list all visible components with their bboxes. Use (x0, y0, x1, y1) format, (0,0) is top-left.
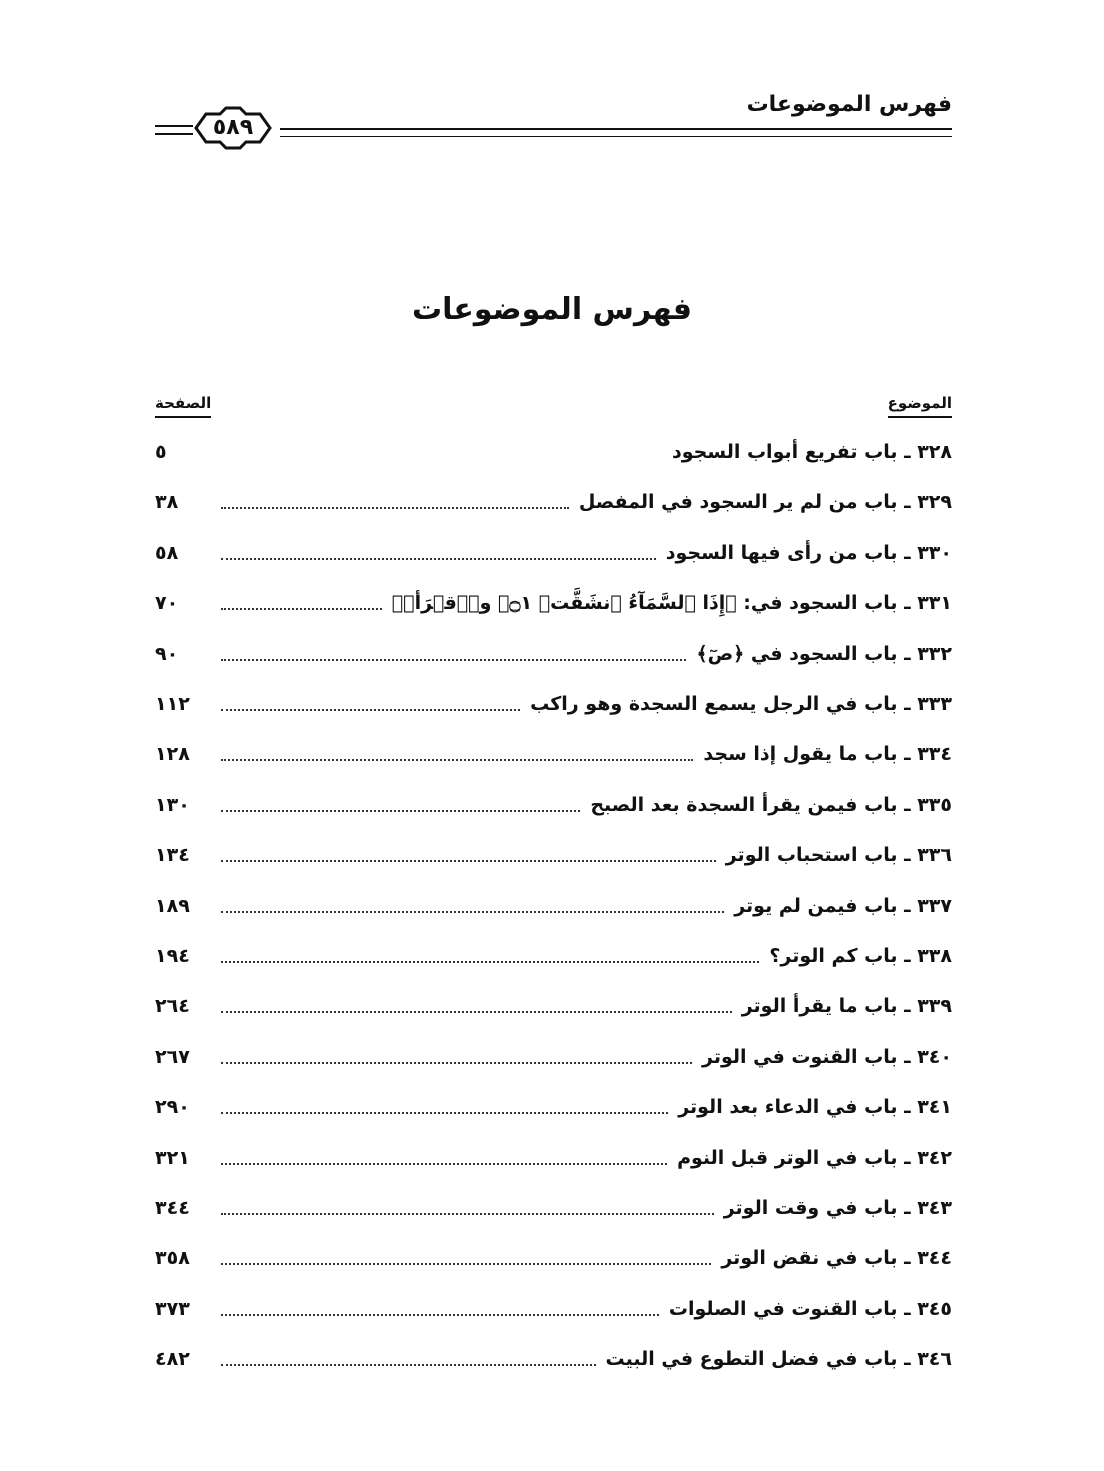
running-header-title: فهرس الموضوعات (746, 92, 952, 117)
toc-entry-title: ٣٤١ ـ باب في الدعاء بعد الوتر (678, 1096, 952, 1119)
header-rule (280, 128, 952, 137)
toc-entry-page: ٢٦٤ (155, 995, 190, 1018)
toc-entry-title: ٣٤٠ ـ باب القنوت في الوتر (702, 1045, 952, 1068)
toc-row (155, 1188, 952, 1228)
leader-dots (221, 759, 693, 761)
toc-row (155, 684, 952, 724)
toc-entry-title: ٣٣١ ـ باب السجود في: ﴿إِذَا ٱلسَّمَآءُ ٱنشَقَّتۡ ۝١﴾ و﴿ٱقۡرَأۡ﴾ (391, 592, 952, 615)
toc-entry-title: ٣٣٤ ـ باب ما يقول إذا سجد (703, 743, 952, 766)
leader-dots (221, 961, 759, 963)
toc-entry-page: ٩٠ (155, 642, 179, 665)
toc-entry-title: ٣٣٧ ـ باب فيمن لم يوتر (734, 894, 952, 917)
leader-dots (221, 659, 686, 661)
toc-entry-page: ٣٧٣ (155, 1297, 190, 1320)
toc-entry-page: ٣٨ (155, 491, 179, 514)
toc-entry-page: ٥٨ (155, 541, 179, 564)
toc-entry-page: ١٨٩ (155, 894, 190, 917)
toc-entry-title: ٣٤٢ ـ باب في الوتر قبل النوم (677, 1146, 952, 1169)
page-number: ٥٨٩ (212, 115, 254, 140)
toc-row (155, 482, 952, 522)
toc-entry-title: ٣٢٩ ـ باب من لم ير السجود في المفصل (578, 491, 952, 514)
toc-entry-title: ٣٣٠ ـ باب من رأى فيها السجود (665, 541, 952, 564)
toc-entry-title: ٣٢٨ ـ باب تفريع أبواب السجود (672, 441, 952, 463)
leader-dots (221, 709, 520, 711)
leader-dots (221, 1364, 596, 1366)
column-header-page: الصفحة (155, 394, 211, 418)
toc-row (155, 886, 952, 926)
leader-dots (221, 860, 716, 862)
leader-dots (221, 1163, 667, 1165)
toc-entry-page: ١١٢ (155, 693, 190, 715)
toc-entry-title: ٣٣٦ ـ باب استحباب الوتر (725, 844, 952, 867)
toc-entry-page: ١٣٠ (155, 793, 190, 816)
page-title: فهرس الموضوعات (411, 292, 693, 327)
toc-row (155, 1138, 952, 1178)
leader-dots (221, 1263, 711, 1265)
leader-dots (221, 911, 724, 913)
toc-entry-title: ٣٣٩ ـ باب ما يقرأ الوتر (741, 995, 952, 1018)
toc-entry-title: ٣٣٢ ـ باب السجود في ﴿صٓ﴾ (696, 642, 952, 665)
leader-dots (221, 558, 656, 560)
toc-row (155, 1339, 952, 1379)
leader-dots (221, 810, 580, 812)
toc-entry-page: ١٢٨ (155, 743, 190, 766)
leader-dots (221, 1213, 714, 1215)
toc-row (155, 734, 952, 774)
toc-entry-page: ١٣٤ (155, 844, 190, 867)
leader-dots (221, 1314, 659, 1316)
toc-row (155, 1087, 952, 1127)
toc-entry-title: ٣٣٨ ـ باب كم الوتر؟ (769, 945, 952, 967)
toc-row (155, 835, 952, 875)
toc-entry-title: ٣٣٥ ـ باب فيمن يقرأ السجدة بعد الصبح (590, 793, 952, 816)
toc-entry-page: ٥ (155, 441, 167, 463)
toc-entry-title: ٣٤٥ ـ باب القنوت في الصلوات (668, 1297, 952, 1320)
toc-row (155, 432, 952, 472)
toc-entry-title: ٣٤٤ ـ باب في نقض الوتر (721, 1247, 952, 1270)
leader-dots (221, 1112, 668, 1114)
toc-entry-page: ٣٥٨ (155, 1247, 190, 1270)
toc-entry-page: ٢٩٠ (155, 1096, 190, 1119)
toc-row (155, 1037, 952, 1077)
toc-row (155, 583, 952, 623)
toc-entry-title: ٣٣٣ ـ باب في الرجل يسمع السجدة وهو راكب (530, 693, 952, 715)
toc-row (155, 1238, 952, 1278)
toc-row (155, 785, 952, 825)
toc-entry-page: ٧٠ (155, 592, 179, 615)
toc-entry-page: ١٩٤ (155, 945, 190, 967)
page-number-badge (190, 106, 276, 150)
column-header-topic: الموضوع (888, 394, 952, 418)
toc-entry-page: ٢٦٧ (155, 1045, 190, 1068)
toc-entry-title: ٣٤٦ ـ باب في فضل التطوع في البيت (605, 1348, 952, 1371)
leader-dots (221, 1062, 692, 1064)
leader-dots (221, 608, 382, 610)
toc-row (155, 533, 952, 573)
leader-dots (221, 507, 569, 509)
toc-entry-title: ٣٤٣ ـ باب في وقت الوتر (723, 1197, 952, 1219)
toc-entry-page: ٤٨٢ (155, 1348, 190, 1371)
toc-row (155, 936, 952, 976)
header-rule-short (155, 125, 193, 135)
leader-dots (221, 1011, 732, 1013)
toc-entry-page: ٣٤٤ (155, 1197, 190, 1219)
toc-row (155, 986, 952, 1026)
toc-row (155, 1289, 952, 1329)
toc-entry-page: ٣٢١ (155, 1146, 190, 1169)
toc-row (155, 634, 952, 674)
